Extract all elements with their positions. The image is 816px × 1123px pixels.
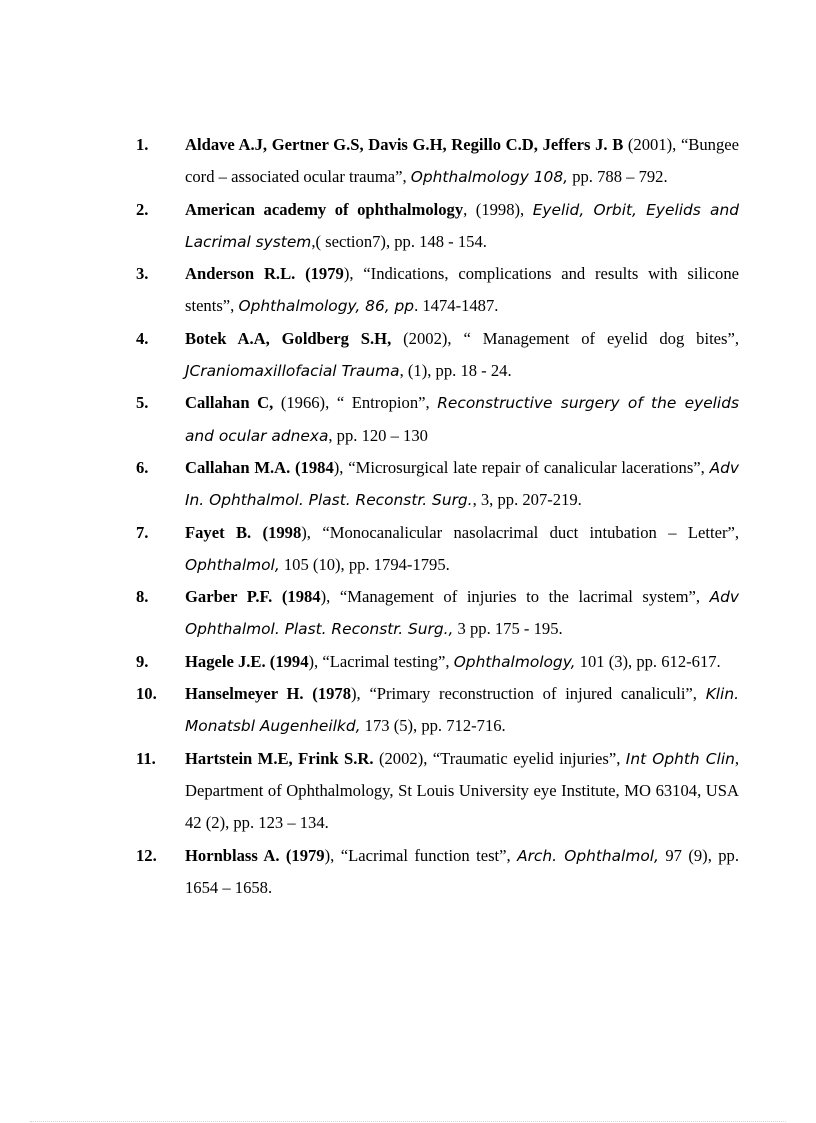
reference-number: 5. (136, 393, 149, 413)
reference-authors: Hanselmeyer H. (1978 (185, 684, 352, 704)
reference-authors: Aldave A.J, Gertner G.S, Davis G.H, Regillo C.D, Jeffers J. B (185, 135, 624, 154)
reference-pages: 173 (5), pp. 712-716. (364, 716, 506, 736)
reference-year: (2002), (403, 328, 452, 348)
reference-list (136, 129, 739, 904)
reference-title: “Monocanalicular nasolacrimal duct intubation – Letter”, (322, 522, 739, 542)
reference-title: “ Entropion”, (336, 393, 430, 413)
reference-item (136, 840, 739, 905)
reference-year: ), (320, 587, 331, 607)
reference-authors: Garber P.F. (1984 (185, 587, 321, 607)
reference-title: “Lacrimal function test”, (340, 845, 511, 865)
reference-year: , (1998), (463, 199, 525, 219)
page-bottom-border (30, 1121, 786, 1122)
reference-authors: Anderson R.L. (1979 (185, 264, 344, 284)
reference-title: “Lacrimal testing”, (322, 651, 450, 671)
reference-number: 4. (136, 328, 149, 348)
reference-number: 7. (136, 522, 149, 542)
reference-authors: Hagele J.E. (1994 (185, 651, 309, 671)
reference-year: (1966), (280, 393, 330, 413)
reference-authors: Hartstein M.E, Frink S.R. (185, 748, 374, 768)
reference-year: ), (351, 684, 361, 704)
reference-item (136, 743, 739, 840)
reference-number: 8. (136, 587, 149, 607)
reference-journal: Adv In. Ophthalmol. Plast. Reconstr. Surg. (185, 458, 740, 510)
reference-pages: , Department of Ophthalmology, St Louis University eye Institute, MO 63104, USA 42 (2), pp. 123 – 134. (185, 748, 740, 833)
reference-journal: Int Ophth Clin (625, 749, 735, 768)
reference-year: (2001), (627, 135, 677, 154)
reference-item (136, 194, 739, 259)
reference-journal: Ophthalmology 108, (410, 168, 569, 187)
reference-number: 11. (136, 748, 156, 768)
reference-authors: Hornblass A. (1979 (185, 845, 325, 865)
reference-pages: . 1474-1487. (414, 296, 499, 316)
reference-year: ), (333, 457, 344, 477)
reference-pages: 3 pp. 175 - 195. (457, 619, 563, 639)
reference-title: “Traumatic eyelid injuries”, (432, 748, 621, 768)
reference-authors: Fayet B. (1998 (185, 522, 302, 542)
reference-journal: Adv Ophthalmol. Plast. Reconstr. Surg., (185, 588, 740, 639)
reference-item (136, 387, 739, 452)
reference-pages: 101 (3), pp. 612-617. (579, 651, 721, 671)
reference-authors: Callahan M.A. (1984 (185, 457, 334, 477)
reference-pages: , 3, pp. 207-219. (472, 490, 582, 510)
reference-journal: Ophthalmol, (185, 555, 280, 574)
reference-year: ), (343, 264, 354, 284)
reference-pages: ,( section7), pp. 148 - 154. (311, 231, 487, 251)
reference-year: ), (301, 522, 311, 542)
reference-journal: JCraniomaxillofacial Trauma (185, 362, 400, 381)
reference-authors: Callahan C, (185, 393, 274, 413)
reference-item (136, 646, 739, 678)
reference-item (136, 581, 739, 646)
reference-year: (2002), (378, 748, 428, 768)
reference-pages: pp. 788 – 792. (572, 167, 668, 187)
reference-number: 9. (136, 651, 149, 671)
reference-item (136, 258, 739, 323)
reference-number: 1. (136, 135, 149, 154)
reference-number: 12. (136, 845, 157, 865)
reference-journal: Ophthalmology, 86, pp (238, 297, 415, 316)
reference-item (136, 129, 739, 194)
reference-year: ), (308, 651, 319, 671)
reference-title: “Microsurgical late repair of canalicular lacerations”, (348, 457, 705, 477)
reference-journal: Reconstructive surgery of the eyelids and ocular adnexa (185, 394, 740, 445)
reference-pages: , (1), pp. 18 - 24. (399, 361, 512, 381)
reference-title: “Bungee cord – associated ocular trauma”, (185, 135, 739, 187)
reference-number: 2. (136, 199, 149, 219)
reference-year: ), (324, 845, 335, 865)
reference-journal: Ophthalmology, (453, 652, 576, 671)
reference-pages: 97 (9), pp. 1654 – 1658. (185, 845, 740, 897)
reference-pages: , pp. 120 – 130 (328, 425, 428, 445)
reference-journal: Arch. Ophthalmol, (517, 846, 659, 865)
reference-item (136, 678, 739, 743)
reference-journal: Eyelid, Orbit, Eyelids and Lacrimal system (185, 200, 740, 251)
reference-title: “ Management of eyelid dog bites”, (463, 328, 740, 348)
reference-number: 10. (136, 684, 157, 704)
reference-title: “Primary reconstruction of injured canaliculi”, (369, 684, 697, 704)
reference-title: “Indications, complications and results with silicone stents”, (185, 264, 739, 316)
reference-item (136, 517, 739, 582)
reference-authors: American academy of ophthalmology (185, 199, 464, 219)
reference-journal: Klin. Monatsbl Augenheilkd, (185, 685, 739, 736)
reference-item (136, 452, 739, 517)
reference-number: 3. (136, 264, 149, 284)
reference-authors: Botek A.A, Goldberg S.H, (185, 328, 392, 348)
reference-item (136, 323, 739, 388)
reference-number: 6. (136, 457, 149, 477)
reference-pages: 105 (10), pp. 1794-1795. (283, 554, 450, 574)
reference-title: “Management of injuries to the lacrimal system”, (339, 587, 701, 607)
